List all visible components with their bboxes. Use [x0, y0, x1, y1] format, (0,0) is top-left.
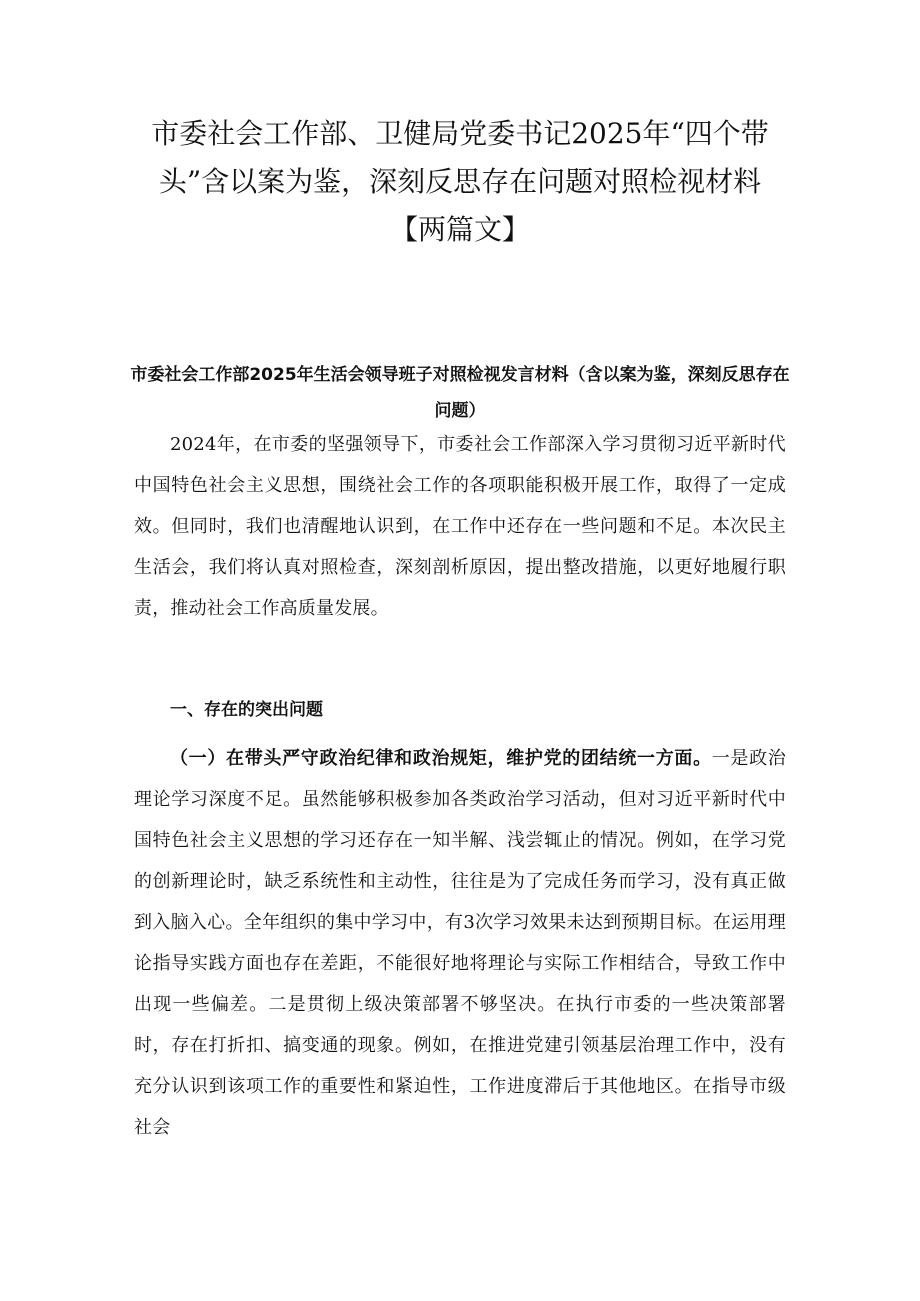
problems-paragraph-body: 一是政治理论学习深度不足。虽然能够积极参加各类政治学习活动，但对习近平新时代中国特色社会主义思想的学习还存在一知半解、浅尝辄止的情况。例如，在学习党的创新理论时，缺乏系统性和主动性，往往是为了完成任务而学习，没有真正做到入脑入心。全年组织的集中学习中，有3次学习效果未达到预期目标。在运用理论指导实践方面也存在差距，不能很好地将理论与实际工作相结合，导致工作中出现一些偏差。二是贯彻上级决策部署不够坚决。在执行市委的一些决策部署时，存在打折扣、搞变通的现象。例如，在推进党建引领基层治理工作中，没有充分认识到该项工作的重要性和紧迫性，工作进度滞后于其他地区。在指导市级社会 — [134, 748, 786, 1138]
document-sub-title: 市委社会工作部2025年生活会领导班子对照检视发言材料（含以案为鉴，深刻反思存在问题） — [130, 365, 790, 421]
document-main-title: 市委社会工作部、卫健局党委书记2025年“四个带头”含以案为鉴，深刻反思存在问题对照检视材料【两篇文】 — [151, 117, 769, 246]
intro-paragraph: 2024年，在市委的坚强领导下，市委社会工作部深入学习贯彻习近平新时代中国特色社会主义思想，围绕社会工作的各项职能积极开展工作，取得了一定成效。但同时，我们也清醒地认识到，在工作中还存在一些问题和不足。本次民主生活会，我们将认真对照检查，深刻剖析原因，提出整改措施，以更好地履行职责，推动社会工作高质量发展。 — [134, 434, 786, 619]
section-heading-problems: 一、存在的突出问题 — [170, 700, 323, 720]
problems-paragraph — [134, 738, 786, 1148]
problems-paragraph-lead: （一）在带头严守政治纪律和政治规矩，维护党的团结统一方面。 — [170, 748, 712, 769]
